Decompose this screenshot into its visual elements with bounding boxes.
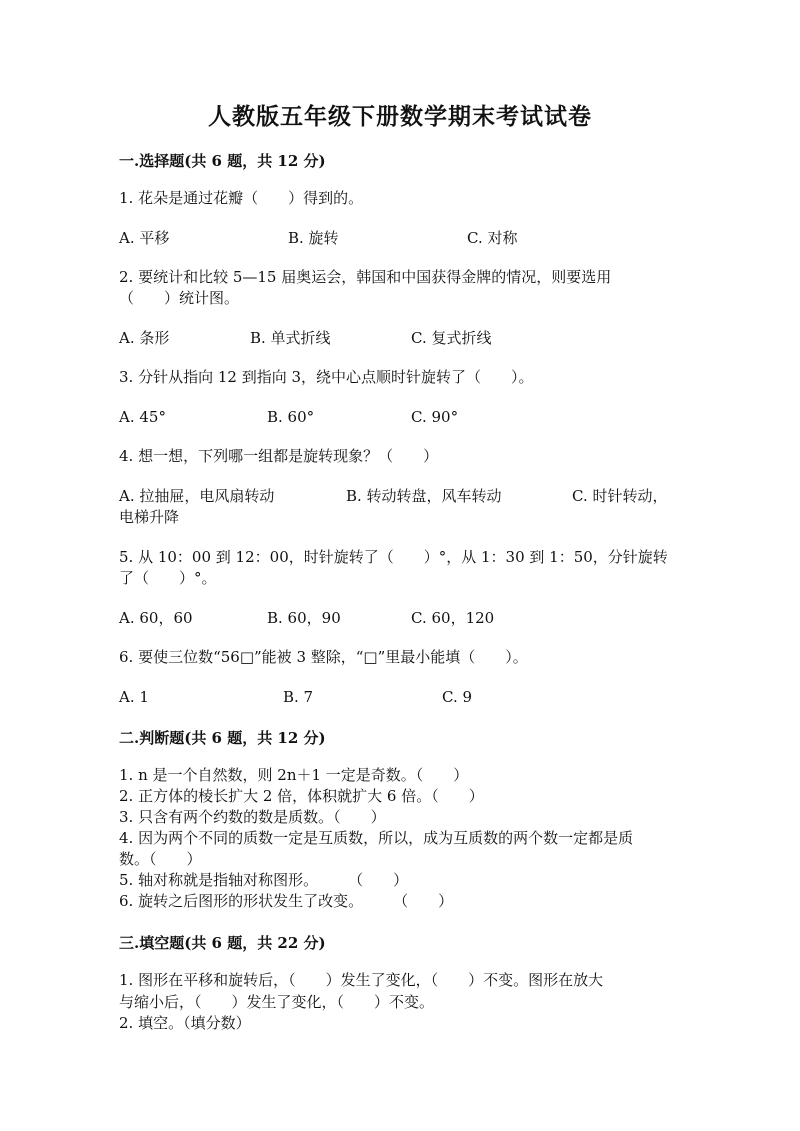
fill-item-2: 2. 填空。（填分数）: [119, 1014, 251, 1032]
tf-item-6: 6. 旋转之后图形的形状发生了改变。 （ ）: [119, 892, 454, 910]
question-5-line-1: 5. 从 10：00 到 12：00，时针旋转了（ ）°，从 1：30 到 1：50，分针旋转: [119, 548, 668, 566]
tf-item-1: 1. n 是一个自然数，则 2n＋1 一定是奇数。（ ）: [119, 766, 469, 784]
q3-option-b: B. 60°: [267, 408, 315, 426]
q3-option-c: C. 90°: [411, 408, 459, 426]
q2-option-c: C. 复式折线: [411, 329, 492, 347]
question-5-line-2: 了（ ）°。: [119, 569, 217, 587]
tf-item-3: 3. 只含有两个约数的数是质数。（ ）: [119, 808, 386, 826]
tf-item-4-line-1: 4. 因为两个不同的质数一定是互质数，所以，成为互质数的两个数一定都是质: [119, 829, 634, 847]
q4-option-c: C. 时针转动，: [572, 487, 668, 505]
q6-option-c: C. 9: [442, 688, 473, 706]
q4-option-c-continued: 电梯升降: [119, 508, 180, 526]
question-2-line-1: 2. 要统计和比较 5—15 届奥运会，韩国和中国获得金牌的情况，则要选用: [119, 268, 612, 286]
tf-item-5: 5. 轴对称就是指轴对称图形。 （ ）: [119, 871, 409, 889]
q5-option-a: A. 60，60: [119, 609, 193, 627]
tf-item-4-line-2: 数。（ ）: [119, 850, 202, 868]
question-6: 6. 要使三位数“56□”能被 3 整除，“□”里最小能填（ ）。: [119, 648, 528, 666]
q3-option-a: A. 45°: [119, 408, 166, 426]
q4-option-a: A. 拉抽屉，电风扇转动: [119, 487, 275, 505]
question-3: 3. 分针从指向 12 到指向 3，绕中心点顺时针旋转了（ ）。: [119, 368, 534, 386]
q1-option-c: C. 对称: [467, 229, 518, 247]
q5-option-c: C. 60，120: [411, 609, 495, 627]
q2-option-b: B. 单式折线: [250, 329, 331, 347]
q4-option-b: B. 转动转盘，风车转动: [346, 487, 502, 505]
q1-option-b: B. 旋转: [288, 229, 339, 247]
q6-option-b: B. 7: [283, 688, 314, 706]
question-4: 4. 想一想，下列哪一组都是旋转现象？（ ）: [119, 447, 439, 465]
q2-option-a: A. 条形: [119, 329, 170, 347]
section-heading-fill-in: 三.填空题(共 6 题，共 22 分): [119, 934, 326, 952]
fill-item-1-line-1: 1. 图形在平移和旋转后，（ ）发生了变化，（ ）不变。图形在放大: [119, 971, 604, 989]
tf-item-2: 2. 正方体的棱长扩大 2 倍，体积就扩大 6 倍。（ ）: [119, 787, 484, 805]
q1-option-a: A. 平移: [119, 229, 170, 247]
question-1: 1. 花朵是通过花瓣（ ）得到的。: [119, 189, 364, 207]
section-heading-true-false: 二.判断题(共 6 题，共 12 分): [119, 729, 326, 747]
q6-option-a: A. 1: [119, 688, 149, 706]
fill-item-1-line-2: 与缩小后，（ ）发生了变化，（ ）不变。: [119, 993, 435, 1011]
question-2-line-2: （ ）统计图。: [119, 289, 240, 307]
q5-option-b: B. 60，90: [267, 609, 341, 627]
exam-title: 人教版五年级下册数学期末考试试卷: [208, 103, 592, 130]
section-heading-choice: 一.选择题(共 6 题，共 12 分): [119, 152, 326, 170]
